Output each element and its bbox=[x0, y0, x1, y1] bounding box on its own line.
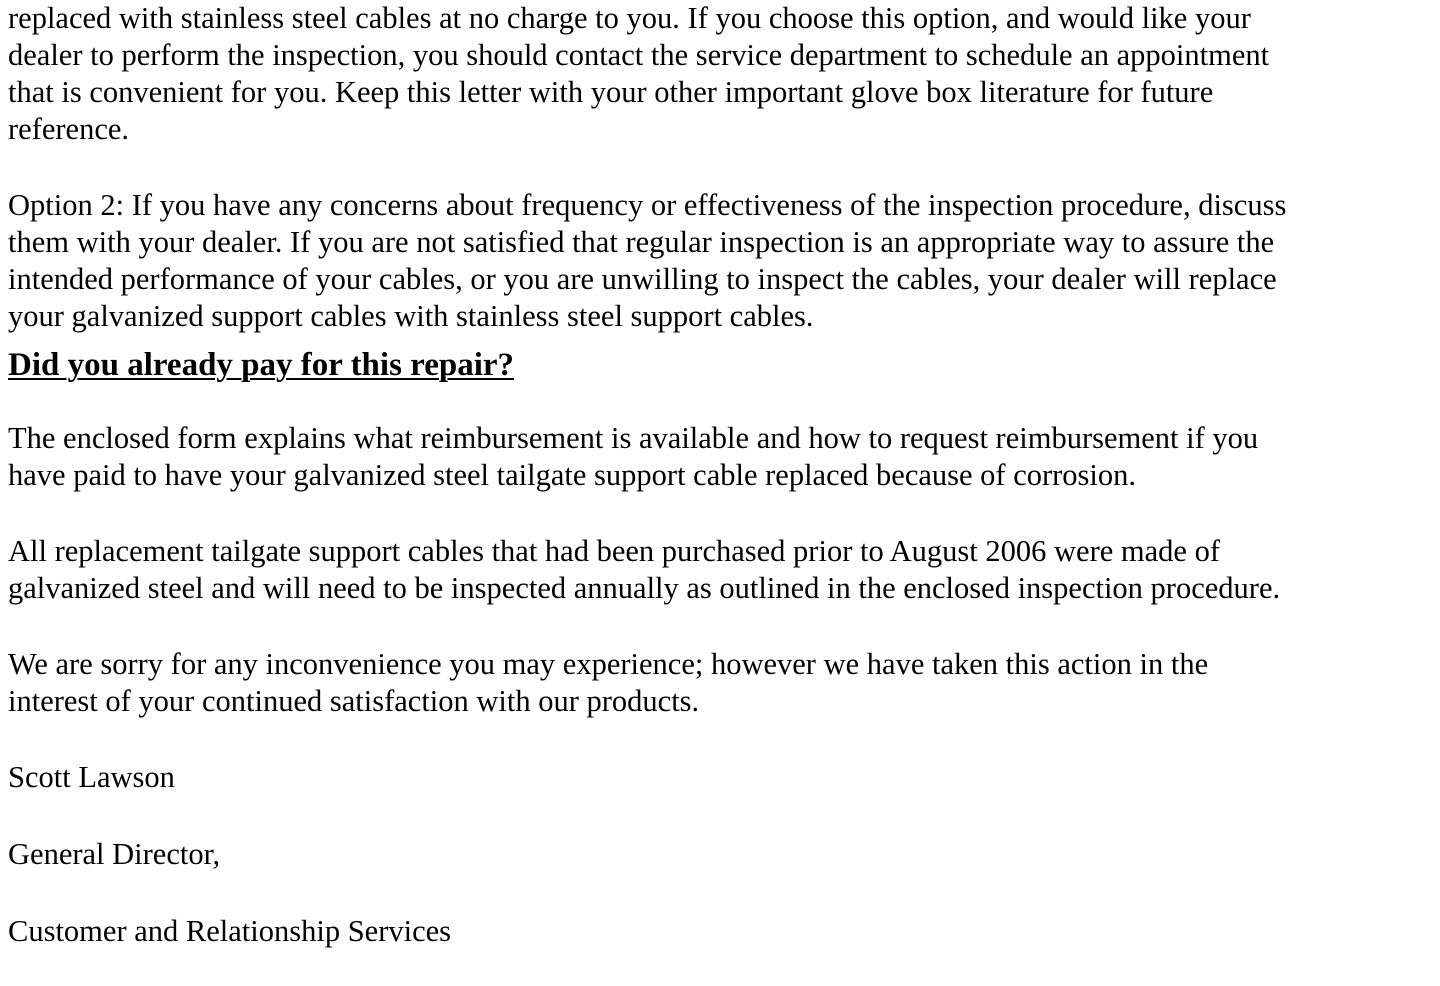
paragraph-line: intended performance of your cables, or you are unwilling to inspect the cables, your dealer will replace bbox=[8, 262, 1277, 296]
paragraph-line: your galvanized support cables with stainless steel support cables. bbox=[8, 299, 814, 333]
paragraph-spacer bbox=[8, 494, 1433, 533]
paragraph-spacer bbox=[8, 796, 1433, 836]
paragraph-line: interest of your continued satisfaction with our products. bbox=[8, 684, 700, 718]
paragraph-spacer bbox=[8, 607, 1433, 646]
paragraph-spacer bbox=[8, 148, 1433, 187]
paragraph-line: dealer to perform the inspection, you should contact the service department to schedule an appointment bbox=[8, 38, 1270, 72]
paragraph-line: Option 2: If you have any concerns about frequency or effectiveness of the inspection procedure, discuss bbox=[8, 188, 1287, 222]
paragraph-line: replaced with stainless steel cables at no charge to you. If you choose this option, and would like your bbox=[8, 1, 1251, 35]
intro-paragraph bbox=[8, 0, 1433, 148]
paragraph-spacer bbox=[8, 873, 1433, 913]
paragraph-line: have paid to have your galvanized steel tailgate support cable replaced because of corrosion. bbox=[8, 458, 1137, 492]
paragraph-line: reference. bbox=[8, 112, 130, 146]
option-2-paragraph bbox=[8, 187, 1433, 335]
paragraph-line: galvanized steel and will need to be inspected annually as outlined in the enclosed inspection procedure. bbox=[8, 571, 1281, 605]
paragraph-spacer bbox=[8, 720, 1433, 759]
letter-body bbox=[8, 0, 1433, 950]
paragraph-line: them with your dealer. If you are not satisfied that regular inspection is an appropriate way to assure the bbox=[8, 225, 1275, 259]
section-heading: Did you already pay for this repair? bbox=[8, 347, 515, 383]
signature-block bbox=[8, 759, 1433, 950]
signatory-title: General Director, bbox=[8, 837, 221, 871]
replacement-paragraph bbox=[8, 533, 1433, 607]
paragraph-line: The enclosed form explains what reimbursement is available and how to request reimbursement if you bbox=[8, 421, 1259, 455]
paragraph-spacer bbox=[8, 386, 1433, 420]
paragraph-line: All replacement tailgate support cables that had been purchased prior to August 2006 were made of bbox=[8, 534, 1220, 568]
signatory-department: Customer and Relationship Services bbox=[8, 914, 452, 948]
reimbursement-paragraph bbox=[8, 420, 1433, 494]
signatory-name: Scott Lawson bbox=[8, 760, 175, 794]
apology-paragraph bbox=[8, 646, 1433, 720]
paragraph-line: that is convenient for you. Keep this letter with your other important glove box literature for future bbox=[8, 75, 1214, 109]
paragraph-line: We are sorry for any inconvenience you may experience; however we have taken this action in the bbox=[8, 647, 1209, 681]
